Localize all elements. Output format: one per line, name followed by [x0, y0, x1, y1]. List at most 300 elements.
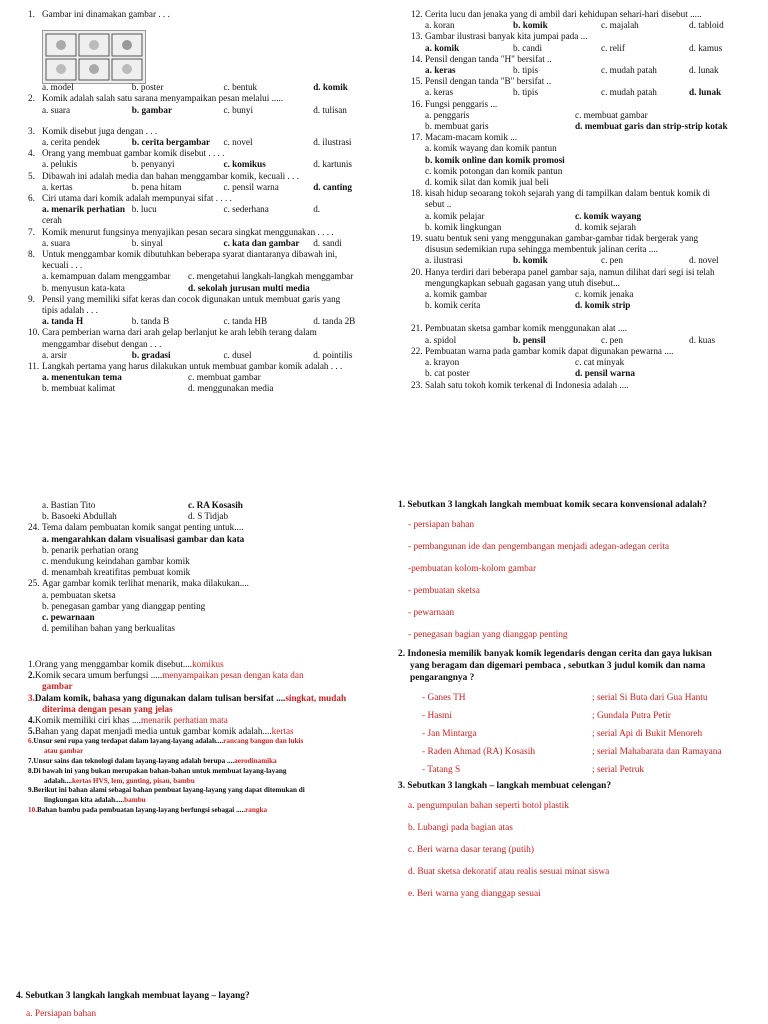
fill-in-statement: Unsur seni rupa yang terdapat dalam layang-layang adalah.... [33, 737, 224, 746]
fill-in-statement: Komik memiliki ciri khas .... [34, 715, 142, 726]
essay-3-item: d. Buat sketsa dekoratif atau realis sesuai minat siswa [408, 867, 610, 877]
option-left: a. menentukan tema [42, 372, 122, 383]
option-right: d. komik sejarah [575, 221, 636, 232]
fill-in-answer-cont: diterima dengan pesan yang jelas [42, 703, 173, 714]
essay-2-title: ; serial Mahabarata dan Ramayana [592, 747, 722, 757]
fill-in-9 [28, 786, 373, 796]
fill-in-1 [28, 659, 373, 670]
question-25 [28, 578, 373, 634]
essay-3-item: e. Beri warna yang dianggap sesuai [408, 889, 541, 899]
question-prompt: Pembuatan warna pada gambar komik dapat digunakan pewarna .... [425, 345, 674, 356]
question-prompt: Cerita lucu dan jenaka yang di ambil dari kehidupan sehari-hari disebut ..... [425, 9, 702, 19]
option-left: a. kemampuan dalam menggambar [42, 271, 171, 282]
option-d: d. novel [689, 255, 719, 266]
option-row [411, 289, 761, 300]
essay-3-item: a. pengumpulan bahan seperti botol plastik [408, 801, 569, 811]
option-row [411, 357, 761, 368]
question-16 [411, 99, 761, 133]
option-left: a. Bastian Tito [42, 500, 96, 510]
option-d: d. komik [313, 82, 348, 93]
fill-in-number: 7. [28, 757, 34, 766]
question-9 [28, 294, 373, 328]
question-text [28, 327, 373, 338]
question-text [411, 54, 761, 65]
question-text [28, 126, 373, 137]
question-text [28, 148, 373, 159]
option-row [28, 372, 373, 383]
fill-in-7 [28, 757, 373, 767]
option-c: c. pen [601, 334, 623, 345]
question-text [411, 267, 761, 278]
option-row [411, 222, 761, 233]
option-b: b. gambar [131, 104, 173, 115]
option-c: c. mudah patah [601, 65, 657, 76]
fill-in-statement: Bahan yang dapat menjadi media untuk gambar komik adalah.... [34, 726, 272, 737]
option-c: c. bunyi [223, 104, 254, 115]
option-left: b. komik cerita [425, 300, 481, 311]
question-text [411, 99, 761, 110]
question-number: 16. [411, 98, 423, 109]
fill-in-number: 2. [28, 670, 35, 681]
question-number: 2. [28, 93, 35, 104]
fill-in-answer: rangka [245, 806, 268, 814]
option-right: c. cat minyak [575, 357, 625, 368]
option-right: c. RA Kosasih [188, 500, 243, 510]
option-right: d. S Tidjab [188, 511, 229, 522]
essay-1-item: - persiapan bahan [408, 520, 475, 530]
fill-in-answer-cont: atau gambar [44, 747, 84, 756]
question-prompt: Pensil dengan tanda "B" bersifat .. [425, 76, 552, 87]
question-prompt-cont: mengungkapkan sebuah gagasan yang utuh disebut... [425, 277, 620, 288]
option-right: d. komik strip [575, 300, 631, 311]
essay-1-item: - pembuatan sketsa [408, 586, 480, 596]
question-prompt: Agar gambar komik terlihat menarik, maka dilakukan.... [42, 578, 249, 589]
question-23-options [28, 500, 373, 522]
option-c: c. sederhana [223, 204, 269, 215]
fill-in-number: 5. [28, 726, 35, 737]
option-d: d. kartunis [313, 159, 352, 170]
option-b: b. komik [513, 20, 548, 31]
option-right: c. mengetahui langkah-langkah menggambar [188, 271, 354, 282]
option-left: a. krayon [425, 357, 460, 368]
option-row [411, 121, 761, 132]
question-prompt: Pembuatan sketsa gambar komik menggunakan alat .... [425, 323, 628, 334]
option-b: b. cerita bergambar [131, 137, 211, 148]
option-item: a. komik wayang dan komik pantun [425, 143, 557, 154]
option-b: b. sinyal [131, 237, 163, 248]
essay-2-title-line3: pengarangnya ? [410, 673, 475, 683]
option-c: c. pensil warna [223, 181, 279, 192]
option-left: b. membuat garis [425, 121, 489, 132]
essay-2-title: 2. Indonesia memilik banyak komik legendaris dengan cerita dan gaya lukisan [398, 649, 712, 659]
fill-in-statement-cont [28, 796, 373, 806]
fill-in-number: 6. [28, 737, 34, 746]
option-row [411, 368, 761, 379]
option-b: b. komik [513, 255, 548, 266]
option-c: c. bentuk [223, 82, 258, 93]
question-text [28, 249, 373, 260]
question-prompt: Dibawah ini adalah media dan bahan menggambar komik, kecuali . . . [42, 170, 299, 181]
fill-in-statement: Di bawah ini yang bukan merupakan bahan-bahan untuk membuat layang-layang [33, 766, 287, 775]
option-row [411, 211, 761, 222]
right-column-top [411, 9, 761, 391]
fill-in-answers [28, 659, 373, 816]
option-item: d. pemilihan bahan yang berkualitas [42, 623, 175, 634]
question-number: 19. [411, 233, 423, 244]
essay-1-item: - penegasan bagian yang dianggap penting [408, 630, 568, 640]
option-row [28, 105, 373, 116]
fill-in-answer: kertas HVS, lem, gunting, pisau, bambu [71, 776, 195, 785]
question-text [28, 93, 373, 104]
question-4 [28, 148, 373, 170]
option-right: d. membuat garis dan strip-strip kotak [575, 121, 728, 132]
option-b: b. tanda B [131, 316, 170, 327]
fill-in-3 [28, 693, 373, 704]
option-item: b. komik online dan komik promosi [425, 154, 565, 165]
option-row [28, 511, 373, 522]
question-prompt: Ciri utama dari komik adalah mempunyai sifat . . . . [42, 193, 232, 204]
question-5 [28, 171, 373, 193]
question-text [28, 171, 373, 182]
essay-2-row [422, 761, 758, 779]
option-c: c. dusel [223, 349, 252, 360]
question-prompt-cont: tipis adalah . . . [42, 305, 98, 316]
question-prompt: suatu bentuk seni yang menggunakan gambar-gambar tidak bergerak yang [425, 233, 699, 244]
question-text [28, 9, 373, 20]
essay-3 [398, 780, 758, 905]
fill-in-number: 8. [28, 766, 34, 775]
option-a: a. menarik perhatian [42, 204, 125, 215]
option-cont: cerah [42, 215, 62, 226]
option-item: b. penarik perhatian orang [42, 544, 139, 555]
option-right: c. komik wayang [575, 210, 642, 221]
option-row [411, 300, 761, 311]
fill-in-6 [28, 737, 373, 747]
fill-in-number: 10. [28, 806, 37, 814]
option-d: d. sandi [313, 237, 342, 248]
option-c: c. mudah patah [601, 87, 657, 98]
question-number: 9. [28, 293, 35, 304]
option-a: a. pelukis [42, 159, 78, 170]
option-a: a. cerita pendek [42, 137, 100, 148]
option-a: a. koran [425, 20, 455, 31]
fill-in-answer: menyampaikan pesan dengan kata dan [162, 670, 304, 681]
question-text [411, 380, 761, 391]
fill-in-statement: Dalam komik, bahasa yang digunakan dalam tulisan bersifat .... [34, 692, 286, 703]
option-row [411, 255, 761, 266]
option-row [28, 271, 373, 282]
option-d: d. lunak [689, 65, 719, 76]
question-18 [411, 188, 761, 233]
fill-in-number: 1. [28, 659, 35, 669]
question-prompt: Untuk menggambar komik dibutuhkan beberapa syarat diantaranya dibawah ini, [42, 249, 338, 260]
fill-in-answer: menarik perhatian mata [141, 715, 228, 726]
question-number: 24. [28, 522, 40, 533]
question-21 [411, 323, 761, 345]
fill-in-statement-cont-text: lingkungan kita adalah..... [44, 796, 125, 805]
option-d: d. kamus [689, 42, 723, 53]
essay-4-item: a. Persiapan bahan [26, 1009, 97, 1019]
fill-in-answer: singkat, mudah [285, 692, 347, 703]
essay-1-item: - pembangunan ide dan pengembangan menjadi adegan-adegan cerita [408, 542, 670, 552]
question-1 [28, 9, 373, 93]
option-row [28, 82, 373, 93]
option-right: d. sekolah jurusan multi media [188, 282, 310, 293]
question-prompt: kisah hidup seoarang tokoh sejarah yang di tampilkan dalam bentuk komik di [425, 188, 711, 199]
option-row [28, 283, 373, 294]
option-row [28, 137, 373, 148]
question-prompt: Gambar ini dinamakan gambar . . . [42, 9, 170, 19]
option-row [411, 335, 761, 346]
essay-1-item: -pembuatan kolom-kolom gambar [408, 564, 537, 574]
fill-in-4 [28, 715, 373, 726]
fill-in-10 [28, 806, 373, 816]
question-prompt: Langkah pertama yang harus dilakukan untuk membuat gambar komik adalah . . . [42, 361, 343, 372]
question-number: 10. [28, 327, 40, 338]
question-20 [411, 267, 761, 312]
question-prompt: Pensil dengan tanda "H" bersifat .. [425, 53, 552, 64]
fill-in-statement: Orang yang menggambar komik disebut.... [34, 659, 193, 669]
question-text [28, 193, 373, 204]
option-b: b. tipis [513, 87, 539, 98]
option-right: c. membuat gambar [575, 109, 648, 120]
question-prompt: Tema dalam pembuatan komik sangat penting untuk.... [42, 522, 244, 533]
question-prompt: Pensil yang memiliki sifat keras dan cocok digunakan untuk membuat garis yang [42, 293, 341, 304]
fill-in-number: 4. [28, 715, 35, 726]
option-d: d. canting [313, 181, 352, 192]
question-number: 20. [411, 266, 423, 277]
option-c: c. kata dan gambar [223, 237, 300, 248]
option-a: a. keras [425, 65, 456, 76]
essay-2-author: - Tatang S [422, 765, 461, 775]
question-prompt: Hanya terdiri dari beberapa panel gambar saja, namun dilihat dari segi isi telah [425, 266, 715, 277]
question-prompt: Fungsi penggaris ... [425, 98, 498, 109]
question-text [28, 361, 373, 372]
question-17 [411, 132, 761, 188]
essay-2-author: - Jan Mintarga [422, 729, 477, 739]
question-prompt-cont: disusun sedemikian rupa sehingga membentuk jalinan cerita .... [425, 244, 658, 255]
option-a: a. tanda H [42, 316, 84, 327]
question-number: 1. [28, 9, 35, 19]
option-d: d. [313, 204, 321, 215]
left-column-middle [28, 500, 373, 634]
option-right: c. membuat gambar [188, 372, 261, 383]
option-row [28, 204, 373, 215]
question-number: 4. [28, 148, 35, 159]
question-prompt: Cara pemberian warna dari arah gelap berlanjut ke arah lebih terang dalam [42, 327, 317, 338]
question-13 [411, 31, 761, 53]
option-a: a. spidol [425, 334, 457, 345]
essay-2-title: ; serial Petruk [592, 765, 645, 775]
fill-in-statement: Berikut ini bahan alami sebagai bahan pembuat layang-layang yang dapat ditemukan di [33, 786, 305, 795]
option-row [411, 43, 761, 54]
question-14 [411, 54, 761, 76]
fill-in-answer: komikus [192, 659, 224, 669]
option-d: d. pointilis [313, 349, 353, 360]
option-b: b. candi [513, 42, 543, 53]
option-left: b. menyusun kata-kata [42, 282, 125, 293]
question-text [28, 578, 373, 589]
fill-in-5 [28, 726, 373, 737]
option-d: d. ilustrasi [313, 137, 352, 148]
question-23 [411, 380, 761, 391]
fill-in-statement-cont [28, 777, 373, 787]
option-c: c. majalah [601, 20, 639, 31]
option-row [28, 350, 373, 361]
question-19 [411, 233, 761, 267]
question-text [411, 346, 761, 357]
question-prompt: Komik disebut juga dengan . . . [42, 125, 158, 136]
option-item: d. menambah kreatifitas pembuat komik [42, 567, 191, 578]
option-c: c. novel [223, 137, 253, 148]
option-b: b. poster [131, 82, 164, 93]
question-15 [411, 76, 761, 98]
option-item: a. mengarahkan dalam visualisasi gambar dan kata [42, 533, 245, 544]
option-left: b. membuat kalimat [42, 383, 116, 394]
question-22 [411, 346, 761, 380]
question-prompt: Gambar ilustrasi banyak kita jumpai pada ... [425, 31, 588, 42]
fill-in-2 [28, 670, 373, 681]
option-right: d. menggunakan media [188, 383, 274, 394]
option-left: b. Basoeki Abdullah [42, 511, 117, 522]
question-3 [28, 126, 373, 148]
option-a: a. suara [42, 237, 71, 248]
option-d: d. tanda 2B [313, 316, 356, 327]
question-number: 7. [28, 226, 35, 237]
question-prompt: Orang yang membuat gambar komik disebut . . . . [42, 148, 225, 159]
question-text [28, 522, 373, 533]
option-item: c. mendukung keindahan gambar komik [42, 556, 190, 567]
question-number: 22. [411, 345, 423, 356]
question-prompt-cont: sebut .. [425, 199, 452, 210]
option-row [411, 110, 761, 121]
question-2 [28, 93, 373, 115]
option-item: b. penegasan gambar yang dianggap penting [42, 600, 206, 611]
left-column-top [28, 9, 373, 395]
question-text [28, 227, 373, 238]
option-left: a. komik pelajar [425, 210, 485, 221]
question-number: 8. [28, 249, 35, 260]
option-c: c. relif [601, 42, 625, 53]
option-b: b. penyanyi [131, 159, 175, 170]
question-6 [28, 193, 373, 227]
question-number: 18. [411, 188, 423, 199]
option-item: c. pewarnaan [42, 612, 95, 623]
fill-in-answer: rancang bangun dan lukis [223, 737, 304, 746]
question-7 [28, 227, 373, 249]
option-d: d. tulisan [313, 104, 347, 115]
option-c: c. tanda HB [223, 316, 268, 327]
option-row [28, 182, 373, 193]
essay-3-item: b. Lubangi pada bagian atas [408, 823, 513, 833]
question-12 [411, 9, 761, 31]
option-right: c. komik jenaka [575, 289, 634, 300]
essay-2-row [422, 743, 758, 761]
option-a: a. komik [425, 42, 460, 53]
question-prompt: Salah satu tokoh komik terkenal di Indonesia adalah .... [425, 379, 629, 390]
question-number: 21. [411, 323, 423, 334]
question-prompt: Komik adalah salah satu sarana menyampaikan pesan melalui ..... [42, 93, 284, 104]
fill-in-statement: Unsur sains dan teknologi dalam layang-layang adalah berupa .... [33, 757, 235, 766]
essay-1-item: - pewarnaan [408, 608, 455, 618]
fill-in-number: 9. [28, 786, 34, 795]
option-d: d. kuas [689, 334, 716, 345]
option-a: a. model [42, 82, 74, 93]
option-d: d. tabloid [689, 20, 724, 31]
question-24 [28, 522, 373, 578]
essay-4 [16, 990, 416, 1023]
question-number: 5. [28, 170, 35, 181]
question-text [411, 233, 761, 244]
option-row [411, 20, 761, 31]
option-left: a. komik gambar [425, 289, 487, 300]
option-row [28, 316, 373, 327]
question-text [411, 9, 761, 20]
option-row [28, 238, 373, 249]
question-number: 13. [411, 31, 423, 42]
question-10 [28, 327, 373, 361]
question-8 [28, 249, 373, 294]
option-row [411, 87, 761, 98]
fill-in-answer: bambu [124, 796, 146, 805]
essay-2-row [422, 689, 758, 707]
essay-2-author: - Ganes TH [422, 693, 466, 703]
essay-3-item: c. Beri warna dasar terang (putih) [408, 845, 534, 855]
option-a: a. suara [42, 104, 71, 115]
option-b: b. lucu [131, 204, 157, 215]
option-c: c. komikus [223, 159, 266, 170]
option-row [411, 65, 761, 76]
fill-in-answer-cont: gambar [42, 681, 73, 692]
option-left: a. penggaris [425, 109, 470, 120]
essay-2-row [422, 725, 758, 743]
option-left: b. cat poster [425, 368, 470, 379]
question-11 [28, 361, 373, 395]
essay-2-author: - Hasmi [422, 711, 452, 721]
essay-2-title: ; serial Si Buta dari Gua Hantu [592, 693, 708, 703]
question-number: 11. [28, 361, 40, 372]
essay-2-row [422, 707, 758, 725]
question-number: 3. [28, 125, 35, 136]
option-b: b. pena hitam [131, 181, 182, 192]
option-c: c. pen [601, 255, 623, 266]
question-number: 12. [411, 9, 423, 19]
fill-in-number: 3. [28, 692, 35, 703]
essay-4-title: 4. Sebutkan 3 langkah langkah membuat layang – layang? [16, 991, 250, 1001]
option-b: b. pensil [513, 334, 546, 345]
question-text [28, 294, 373, 305]
fill-in-statement: Komik secara umum berfungsi ..... [34, 670, 163, 681]
question-number: 25. [28, 578, 40, 589]
essay-2-title: ; Gundala Putra Petir [592, 711, 671, 721]
question-text [411, 188, 761, 199]
fill-in-answer: kertas [271, 726, 294, 737]
option-a: a. arsir [42, 349, 67, 360]
fill-in-statement-cont-text: adalah.... [44, 776, 72, 785]
essay-2-author: - Raden Ahmad (RA) Kosasih [422, 747, 536, 757]
question-number: 14. [411, 53, 423, 64]
question-prompt-cont: menggambar disebut dengan . . . [42, 338, 162, 349]
essay-1-title: 1. Sebutkan 3 langkah langkah membuat komik secara konvensional adalah? [398, 500, 707, 510]
option-left: b. komik lingkungan [425, 221, 502, 232]
option-item: a. pembuatan sketsa [42, 589, 116, 600]
question-text [411, 76, 761, 87]
question-number: 23. [411, 379, 423, 390]
option-b: b. tipis [513, 65, 539, 76]
option-a: a. kertas [42, 181, 73, 192]
fill-in-statement: Bahan bambu pada pembuatan layang-layang berfungsi sebagai ..... [36, 806, 246, 814]
option-row [28, 500, 373, 511]
